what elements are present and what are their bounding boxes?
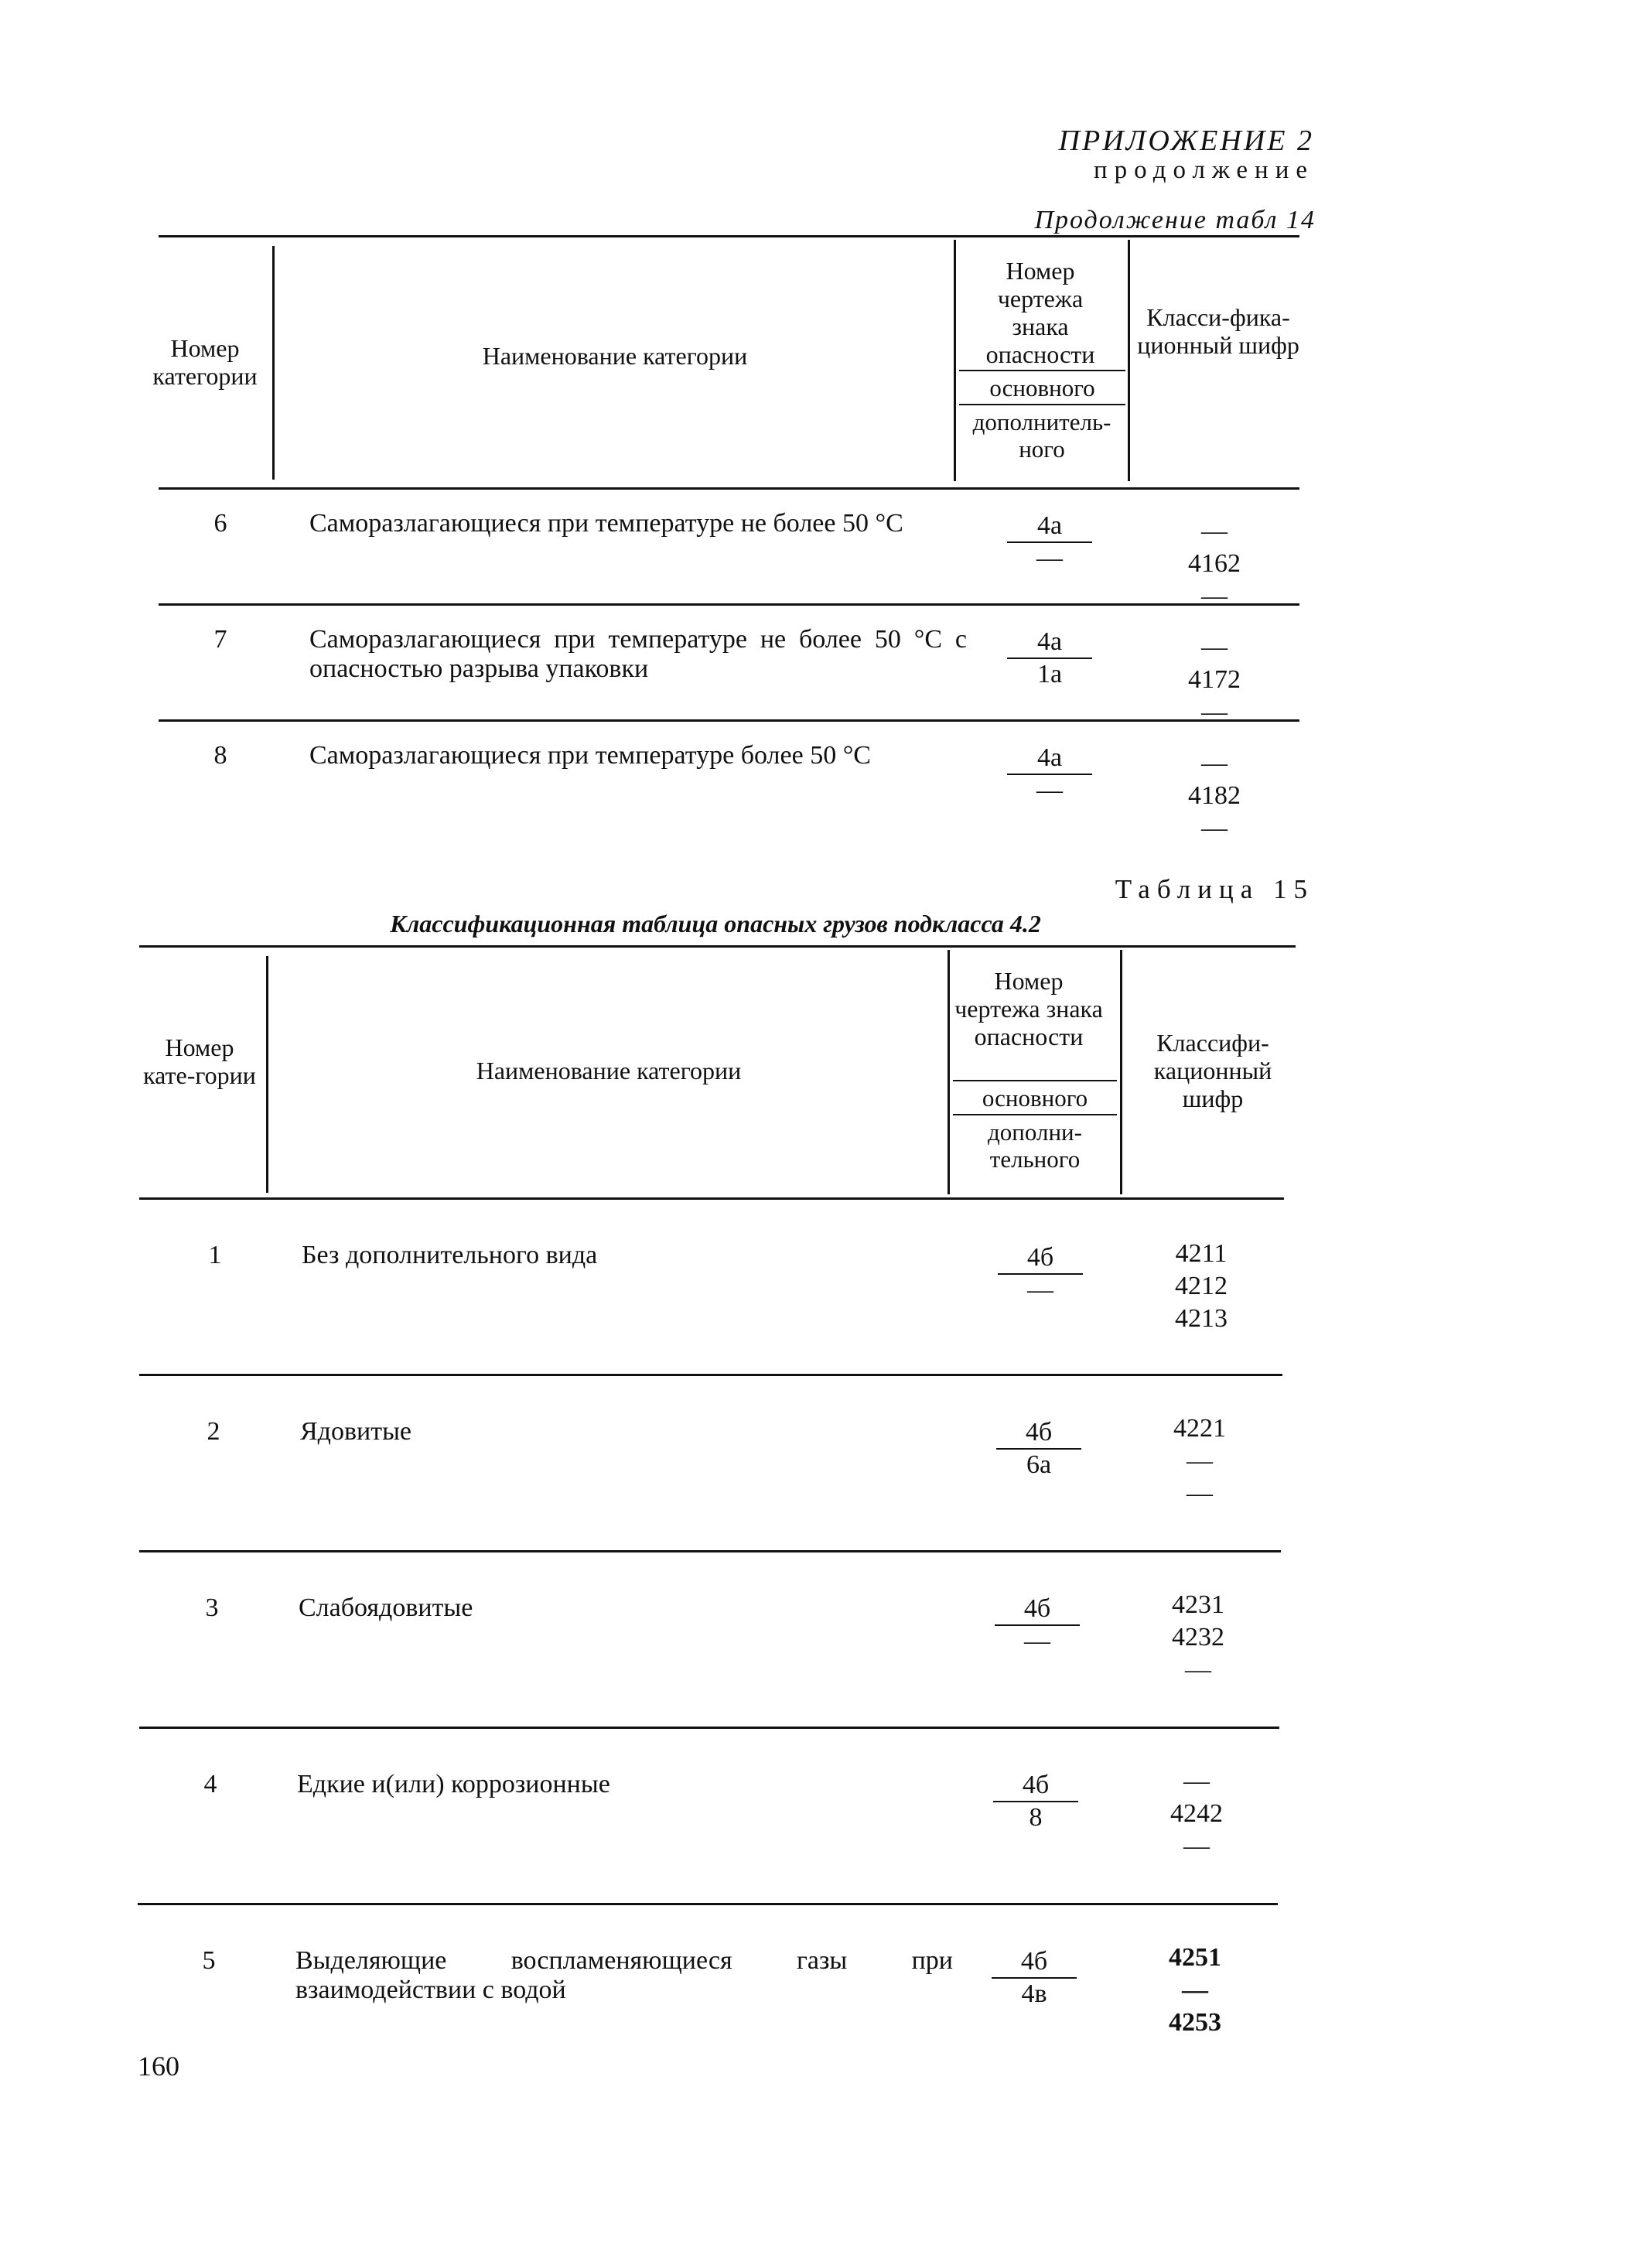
row-sign-drawing	[996, 1417, 1081, 1481]
code: 4251	[1169, 1943, 1221, 1972]
table14-col-divider-1	[272, 246, 275, 480]
row-sign-additional: 1а	[1036, 660, 1063, 688]
code: 4253	[1169, 2008, 1221, 2037]
row-sign-main: 4б	[993, 1770, 1078, 1802]
table14-col-divider-3	[1128, 240, 1130, 481]
code: 4221	[1173, 1414, 1226, 1443]
table15-col-divider-2	[948, 950, 950, 1194]
row-category-name: Саморазлагающиеся при температуре не более 50 °С	[309, 509, 903, 538]
code: 4172	[1188, 665, 1241, 694]
code: —	[1187, 1479, 1213, 1508]
row-sign-additional: —	[1024, 1627, 1050, 1655]
table15-row-rule	[139, 1374, 1282, 1376]
table14-row-rule	[159, 603, 1299, 606]
row-category-number: 1	[208, 1241, 222, 1269]
row-category-number: 2	[207, 1417, 220, 1446]
row-sign-drawing	[1007, 627, 1092, 690]
row-sign-additional: 4в	[1021, 1979, 1047, 2008]
row-sign-additional: —	[1027, 1276, 1053, 1304]
code: —	[1201, 517, 1228, 545]
table14-header-category-number: Номер категории	[152, 334, 258, 390]
row-sign-drawing	[998, 1242, 1083, 1306]
table15-col-divider-3	[1120, 950, 1122, 1194]
table15-header-rule	[139, 1197, 1284, 1200]
code: —	[1201, 814, 1228, 842]
table14-header-sign-main: основного	[989, 374, 1095, 401]
code: 4242	[1170, 1799, 1223, 1828]
row-category-name: Без дополнительного вида	[302, 1241, 598, 1269]
code: 4212	[1175, 1272, 1228, 1300]
row-category-name: Едкие и(или) коррозионные	[297, 1770, 610, 1798]
table15-header-classification-code: Классифи-кационный шифр	[1153, 1029, 1272, 1112]
row-category-number: 5	[202, 1946, 216, 1975]
row-category-name: Саморазлагающиеся при температуре более 50 °С	[309, 741, 871, 770]
row-sign-drawing	[1007, 743, 1092, 806]
row-category-name: Ядовитые	[300, 1417, 412, 1446]
code: 4211	[1175, 1239, 1228, 1268]
code: —	[1183, 1832, 1210, 1860]
table15-header-category-name: Наименование категории	[476, 1057, 742, 1084]
table15-row-rule	[138, 1903, 1278, 1905]
table15-header-sign-drawing: Номер чертежа знака опасности	[954, 967, 1103, 1050]
row-category-name: Выделяющие воспламеняющиеся газы при взаимодействии с водой	[295, 1946, 953, 2004]
code: —	[1182, 1976, 1208, 2004]
table15-row-rule	[139, 1727, 1279, 1729]
code: 4232	[1172, 1623, 1224, 1651]
table15-header-subrule-2	[953, 1114, 1117, 1115]
code: —	[1201, 633, 1228, 661]
table15-header-sign-main: основного	[982, 1084, 1088, 1112]
table15-row-rule	[139, 1550, 1281, 1552]
code: —	[1183, 1767, 1210, 1795]
row-sign-additional: 6а	[1026, 1450, 1052, 1479]
table14-continuation-label: Продолжение табл 14	[1034, 206, 1316, 234]
row-sign-drawing	[992, 1946, 1077, 2010]
row-category-number: 8	[213, 741, 227, 770]
code: —	[1187, 1447, 1213, 1475]
code: 4231	[1172, 1590, 1224, 1619]
row-classification-codes	[1164, 515, 1265, 613]
row-sign-main: 4б	[998, 1242, 1083, 1275]
table14-header-classification-code: Класси-фика-ционный шифр	[1137, 303, 1299, 359]
row-sign-drawing	[995, 1593, 1080, 1657]
code: —	[1185, 1655, 1211, 1684]
table15-col-divider-1	[266, 956, 268, 1193]
table14-header-sign-drawing: Номер чертежа знака опасности	[985, 257, 1095, 368]
continuation-label: продолжение	[1093, 156, 1314, 184]
code: —	[1201, 698, 1228, 726]
code: 4213	[1175, 1304, 1228, 1333]
row-classification-codes	[1164, 747, 1265, 845]
table14-header-category-name: Наименование категории	[482, 342, 748, 370]
row-sign-drawing	[993, 1770, 1078, 1833]
row-category-number: 4	[203, 1770, 217, 1798]
table15-label: Таблица 15	[1115, 874, 1314, 904]
table14-header-sign-additional: дополнитель-ного	[972, 408, 1111, 463]
row-category-number: 3	[205, 1593, 219, 1622]
row-sign-additional: 8	[1029, 1803, 1043, 1832]
row-sign-main: 4а	[1007, 627, 1092, 659]
table15-header-sign-additional: дополни-тельного	[988, 1119, 1082, 1173]
table15-caption: Классификационная таблица опасных грузов подкласса 4.2	[390, 910, 1041, 938]
table14-header-subrule-1	[959, 370, 1125, 371]
row-sign-main: 4а	[1007, 511, 1092, 543]
table14-top-rule	[159, 235, 1299, 237]
page-number: 160	[138, 2051, 179, 2082]
code: —	[1201, 749, 1228, 777]
appendix-title: ПРИЛОЖЕНИЕ 2	[1058, 125, 1314, 157]
row-sign-additional: —	[1036, 776, 1063, 804]
row-classification-codes	[1146, 1765, 1247, 1863]
row-sign-main: 4б	[996, 1417, 1081, 1450]
row-category-number: 7	[213, 625, 227, 654]
table15-header-subrule-1	[953, 1080, 1117, 1081]
table14-header-rule	[159, 487, 1299, 490]
row-sign-main: 4а	[1007, 743, 1092, 775]
row-category-number: 6	[213, 509, 227, 538]
row-category-name: Саморазлагающиеся при температуре не более 50 °С с опасностью разрыва упаковки	[309, 625, 967, 683]
table14-row-rule	[159, 719, 1299, 722]
row-classification-codes	[1149, 1412, 1250, 1510]
row-classification-codes	[1151, 1238, 1251, 1335]
row-category-name: Слабоядовитые	[299, 1593, 473, 1622]
code: 4162	[1188, 549, 1241, 578]
row-classification-codes	[1145, 1942, 1245, 2039]
row-classification-codes	[1148, 1589, 1248, 1686]
code: —	[1201, 582, 1228, 610]
row-sign-additional: —	[1036, 544, 1063, 572]
row-sign-main: 4б	[995, 1593, 1080, 1626]
row-sign-main: 4б	[992, 1946, 1077, 1979]
table15-header-category-number: Номер кате-гории	[143, 1033, 256, 1089]
table15-top-rule	[139, 945, 1296, 948]
row-classification-codes	[1164, 631, 1265, 729]
table14-header-subrule-2	[959, 404, 1125, 405]
row-sign-drawing	[1007, 511, 1092, 574]
code: 4182	[1188, 781, 1241, 810]
